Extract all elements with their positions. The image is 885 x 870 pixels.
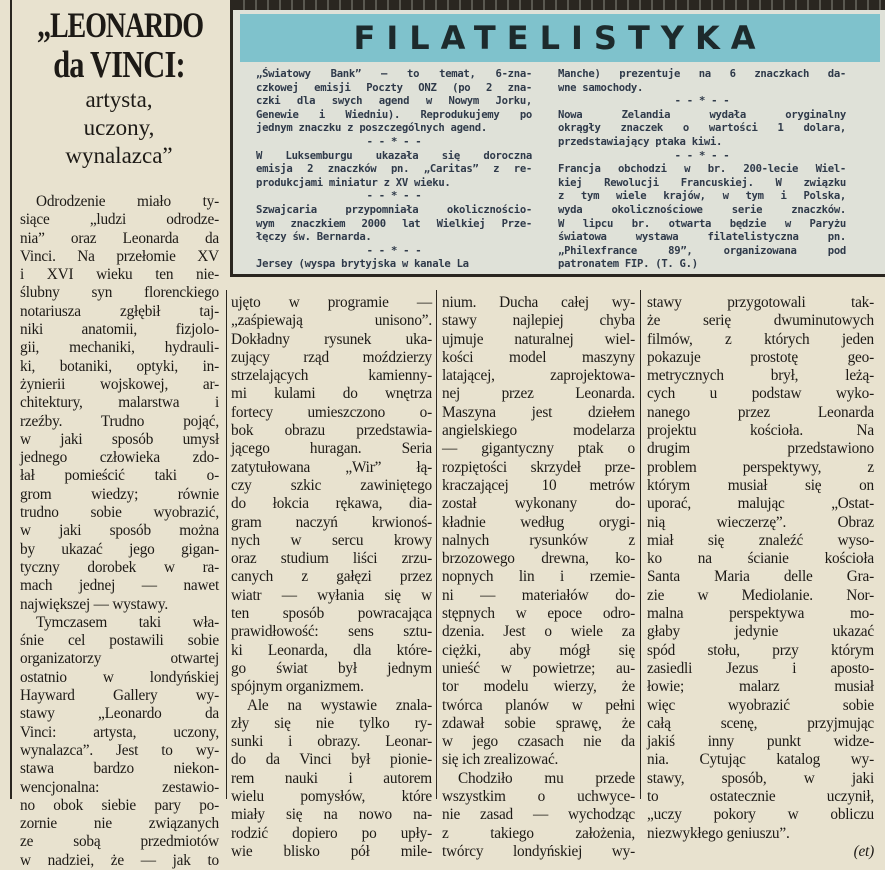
- headline-line-1: „LEONARDO: [37, 5, 203, 45]
- article-line: siące „ludzi odrodze-: [20, 211, 219, 229]
- filatelistyka-line: Genewie i Wiedniu). Reprodukujemy po: [256, 108, 532, 121]
- article-line: ten sposób powracająca: [231, 605, 432, 623]
- article-line: całą scenę, przyjmując: [647, 714, 874, 732]
- filatelistyka-line: kiej Rewolucji Francuskiej. W związku: [558, 176, 846, 189]
- article-column-3: [442, 294, 635, 861]
- article-line: spójnym organizmem.: [231, 678, 364, 696]
- author-signature: (et): [853, 842, 874, 860]
- filatelistyka-line: W lipcu br. otwarta będzie w Paryżu: [558, 217, 846, 230]
- article-line: Odrodzenie miało ty-: [36, 193, 219, 210]
- article-column-2: [231, 294, 432, 861]
- decorative-top-bar: [233, 0, 885, 10]
- article-line: gram naczyń krwionoś-: [231, 513, 432, 531]
- article-line: Santa Maria delle Gra-: [647, 568, 874, 586]
- article-line: by ukazać jego gigan-: [20, 540, 219, 558]
- article-line: — gigantyczny ptak o: [442, 440, 635, 458]
- filatelistyka-title: FILATELISTYKA: [353, 19, 767, 57]
- article-line: problem perspektywy, z: [647, 458, 874, 476]
- filatelistyka-line: - - * - -: [674, 149, 730, 162]
- article-line: wynalazca”. Jest to wy-: [20, 741, 219, 759]
- filatelistyka-line: W Luksemburgu ukazała się doroczna: [256, 149, 532, 162]
- article-line: zornie nie związanych: [20, 815, 219, 833]
- article-line: wielu pomysłów, które: [231, 788, 432, 806]
- article-line: nia” oraz Leonarda da: [20, 229, 219, 247]
- article-line: ślubny syn florenckiego: [20, 284, 219, 302]
- article-line: „uczy pokory w obliczu: [647, 806, 874, 824]
- filatelistyka-line: Jersey (wyspa brytyjska w kanale La: [256, 258, 469, 271]
- article-line: i XVI wieku ten nie-: [20, 266, 219, 284]
- article-line: „zaśpiewają unisono”.: [231, 312, 432, 330]
- article-line: gii, mechaniki, hydrauli-: [20, 339, 219, 357]
- article-line: ujęto w programie —: [231, 294, 432, 311]
- article-line: ze sobą przedmiotów: [20, 833, 219, 851]
- filatelistyka-line: wym znaczkiem 2000 lat Wielkiej Prze-: [256, 217, 532, 230]
- filatelistyka-line: łęczy św. Bernarda.: [256, 231, 372, 244]
- filatelistyka-column-1: [256, 68, 532, 272]
- article-line: z takiego założenia,: [442, 824, 635, 842]
- article-line: brzozowego drewna, ko-: [442, 550, 635, 568]
- article-line: nium. Ducha całej wy-: [442, 294, 635, 311]
- filatelistyka-line: - - * - -: [366, 190, 422, 203]
- article-line: łowie; malarz musiał: [647, 678, 874, 696]
- article-line: czy szkic zawiniętego: [231, 476, 432, 494]
- filatelistyka-line: czki dla swych agend w Nowym Jorku,: [256, 95, 532, 108]
- article-line: stawy przygotowali tak-: [647, 294, 874, 311]
- article-line: tor modelu wierzy, że: [442, 678, 635, 696]
- article-line: mach jednej — nawet: [20, 577, 219, 595]
- article-line: nanego przez Leonarda: [647, 403, 874, 421]
- article-line: Tymczasem taki wła-: [36, 613, 219, 631]
- article-line: malna perspektywa mo-: [647, 605, 874, 623]
- article-line: głaby jedynie ukazać: [647, 623, 874, 641]
- filatelistyka-line: Manche) prezentuje na 6 znaczkach da-: [558, 68, 846, 80]
- article-line: sunki i obrazy. Leonar-: [231, 733, 432, 751]
- article-line: wiatr — wyłania się w: [231, 586, 432, 604]
- article-line: cych u podstaw wyko-: [647, 385, 874, 403]
- headline-line-2: da VINCI:: [53, 44, 185, 86]
- filatelistyka-line: przedstawiający ptaka kiwi.: [558, 135, 723, 148]
- article-line: kości model maszyny: [442, 348, 635, 366]
- article-line: wencjonalna: zestawio-: [20, 778, 219, 796]
- article-line: organizatorzy otwartej: [20, 650, 219, 668]
- article-line: w nadziei, że — jak to: [20, 851, 219, 869]
- filatelistyka-line: „Światowy Bank” — to temat, 6-zna-: [256, 68, 532, 80]
- article-line: to ostatecznie uczynił,: [647, 788, 874, 806]
- article-line: stawy, sposób, w jaki: [647, 769, 874, 787]
- article-line: strzelających kamienny-: [231, 367, 432, 385]
- article-line: ko na ścianie kościoła: [647, 550, 874, 568]
- article-line: zatytułowana „Wir” łą-: [231, 458, 432, 476]
- article-line: został wykonany do-: [442, 495, 635, 513]
- article-line: nią wieczerzę”. Obraz: [647, 513, 874, 531]
- article-line: ni — materiałów do-: [442, 586, 635, 604]
- article-line: nalnych rysunków z: [442, 531, 635, 549]
- article-line: dzenia. Jest o wiele za: [442, 623, 635, 641]
- article-line: no obok siebie pary po-: [20, 796, 219, 814]
- article-line: ostatnio w londyńskiej: [20, 668, 219, 686]
- article-line: stawy „Leonardo da: [20, 705, 219, 723]
- article-line: Maszyna jest dziełem: [442, 403, 635, 421]
- article-line: nia. Cytując katalog wy-: [647, 751, 874, 769]
- article-line: Dokładny rysunek uka-: [231, 330, 432, 348]
- article-line: nie zasad — wychodząc: [442, 806, 635, 824]
- article-line: filmów, z których jeden: [647, 330, 874, 348]
- article-line: do łokcia rękawa, dia-: [231, 495, 432, 513]
- article-line: miały się na nowo na-: [231, 806, 432, 824]
- column-rule-3: [640, 290, 641, 799]
- filatelistyka-line: patronatem FIP. (T. G.): [558, 258, 698, 271]
- article-line: wie blisko pół mile-: [231, 842, 432, 860]
- article-line: pokazuje prostotę geo-: [647, 348, 874, 366]
- left-border-rule: [10, 0, 12, 799]
- article-line: Vinci: artysta, uczony,: [20, 723, 219, 741]
- article-line: niki anatomii, fizjolo-: [20, 321, 219, 339]
- article-line: nych w sercu krowy: [231, 531, 432, 549]
- filatelistyka-line: Szwajcaria przypomniała okolicznościo-: [256, 203, 532, 216]
- article-line: mi kulami do wnętrza: [231, 385, 432, 403]
- article-line: zasiedli Jezus i aposto-: [647, 659, 874, 677]
- article-line: tyczny dorobek w ra-: [20, 558, 219, 576]
- article-line: ki Leonarda, dla które-: [231, 641, 432, 659]
- article-line: łał pomieścić taki o-: [20, 467, 219, 485]
- article-line: w jego czasach nie da: [442, 733, 635, 751]
- filatelistyka-line: okrągły znaczek o wartości 1 dolara,: [558, 122, 846, 135]
- article-line: projektu kościoła. Na: [647, 422, 874, 440]
- article-line: stawy najlepiej chyba: [442, 312, 635, 330]
- filatelistyka-line: „Philexfrance 89”, organizowana pod: [558, 244, 846, 257]
- article-line: którym musiał się on: [647, 476, 874, 494]
- article-line: zdawał sobie sprawę, że: [442, 714, 635, 732]
- filatelistyka-line: światowa wystawa filatelistyczna pn.: [558, 231, 846, 244]
- filatelistyka-line: jednym znaczku z poszczególnych agend.: [256, 122, 487, 135]
- article-line: grom wiedzy; równie: [20, 485, 219, 503]
- headline-subtitle-3: wynalazca”: [65, 143, 173, 168]
- article-line: rozpiętości skrzydeł prze-: [442, 458, 635, 476]
- article-line: metrycznych brył, leżą-: [647, 367, 874, 385]
- filatelistyka-line: wne samochody.: [558, 81, 644, 94]
- filatelistyka-line: wyda okolicznościowe serie znaczków.: [558, 203, 846, 216]
- article-line: canych z gałęzi przez: [231, 568, 432, 586]
- article-line: do da Vinci był pionie-: [231, 751, 432, 769]
- headline-subtitle-2: uczony,: [83, 115, 155, 140]
- filatelistyka-line: produkcjami miniatur z XV wieku.: [256, 176, 451, 189]
- article-line: w jaki sposób umysł: [20, 430, 219, 448]
- article-line: stępnych w epoce odro-: [442, 605, 635, 623]
- article-line: kładnie według orygi-: [442, 513, 635, 531]
- article-line: zie w Mediolanie. Nor-: [647, 586, 874, 604]
- article-line: chitektury, malarstwa i: [20, 394, 219, 412]
- article-line: jakiś inny punkt widze-: [647, 733, 874, 751]
- article-line: się ich zrealizować.: [442, 751, 559, 769]
- article-line: twórca planów w pełni: [442, 696, 635, 714]
- article-line: Chodziło mu przede: [458, 769, 635, 787]
- article-line: prawidłowość: sens sztu-: [231, 623, 432, 641]
- filatelistyka-line: emisja 2 znaczków pn. „Caritas” z re-: [256, 163, 532, 176]
- article-line: śnie cel postawili sobie: [20, 632, 219, 650]
- article-line: go świat był jednym: [231, 659, 432, 677]
- article-line: rodzić dopiero po upły-: [231, 824, 432, 842]
- article-line: nopnych lin i rzemie-: [442, 568, 635, 586]
- article-line: ki, botaniki, optyki, in-: [20, 357, 219, 375]
- filatelistyka-line: Francja obchodzi w br. 200-lecie Wiel-: [558, 163, 846, 176]
- article-line: drugim przedstawiono: [647, 440, 874, 458]
- filatelistyka-header: [240, 14, 880, 62]
- article-line: jącego huragan. Seria: [231, 440, 432, 458]
- article-line: wszystkim o uchwyce-: [442, 788, 635, 806]
- filatelistyka-line: - - * - -: [674, 95, 730, 108]
- article-line: że serię dwuminutowych: [647, 312, 874, 330]
- article-line: więc wyobrazić sobie: [647, 696, 874, 714]
- article-line: Ale na wystawie znala-: [247, 696, 432, 714]
- article-line: największej — wystawy.: [20, 595, 168, 613]
- column-rule-1: [226, 290, 227, 799]
- article-line: trudno sobie wyobrazić,: [20, 504, 219, 522]
- article-line: fortecy umieszczono o-: [231, 403, 432, 421]
- article-line: niezwykłego geniuszu”.: [647, 824, 790, 842]
- article-line: zły się nie tylko ry-: [231, 714, 432, 732]
- filatelistyka-line: czkowej emisji Poczty ONZ (po 2 zna-: [256, 81, 532, 94]
- article-line: notariusza zgłębił taj-: [20, 302, 219, 320]
- filatelistyka-line: - - * - -: [366, 244, 422, 257]
- article-line: latającej, zaprojektowa-: [442, 367, 635, 385]
- filatelistyka-line: z tym wiele krajów, w tym i Polska,: [558, 190, 846, 203]
- article-line: ujmuje naturalnej wiel-: [442, 330, 635, 348]
- article-line: żynierii wojskowej, ar-: [20, 375, 219, 393]
- article-line: bok obrazu przedstawia-: [231, 422, 432, 440]
- article-line: angielskiego modelarza: [442, 422, 635, 440]
- article-line: w jaki sposób można: [20, 522, 219, 540]
- article-line: Hayward Gallery wy-: [20, 687, 219, 705]
- article-line: rzeźby. Trudno pojąć,: [20, 412, 219, 430]
- column-rule-2: [436, 290, 437, 799]
- article-line: rem nauki i autorem: [231, 769, 432, 787]
- article-line: uporać, malując „Ostat-: [647, 495, 874, 513]
- article-line: ciężki, aby mógł się: [442, 641, 635, 659]
- article-line: oraz studium liści zrzu-: [231, 550, 432, 568]
- filatelistyka-column-2: [558, 68, 846, 272]
- article-line: spód stołu, przy którym: [647, 641, 874, 659]
- filatelistyka-line: Nowa Zelandia wydała oryginalny: [558, 108, 846, 121]
- article-line: nej przez Leonarda.: [442, 385, 635, 403]
- article-column-1: [20, 193, 219, 870]
- article-line: jednego człowieka zdo-: [20, 449, 219, 467]
- article-column-4: [647, 294, 874, 861]
- article-line: stawa bardzo niekon-: [20, 760, 219, 778]
- article-line: kraczającej 10 metrów: [442, 476, 635, 494]
- article-line: zujący rząd moździerzy: [231, 348, 432, 366]
- article-line: miał się znaleźć wyso-: [647, 531, 874, 549]
- article-line: twórcy londyńskiej wy-: [442, 842, 635, 860]
- filatelistyka-line: - - * - -: [366, 135, 422, 148]
- article-line: unieść w powietrze; au-: [442, 659, 635, 677]
- headline-subtitle-1: artysta,: [85, 87, 153, 112]
- article-headline: [14, 6, 224, 170]
- article-line: Vinci. Na przełomie XV: [20, 247, 219, 265]
